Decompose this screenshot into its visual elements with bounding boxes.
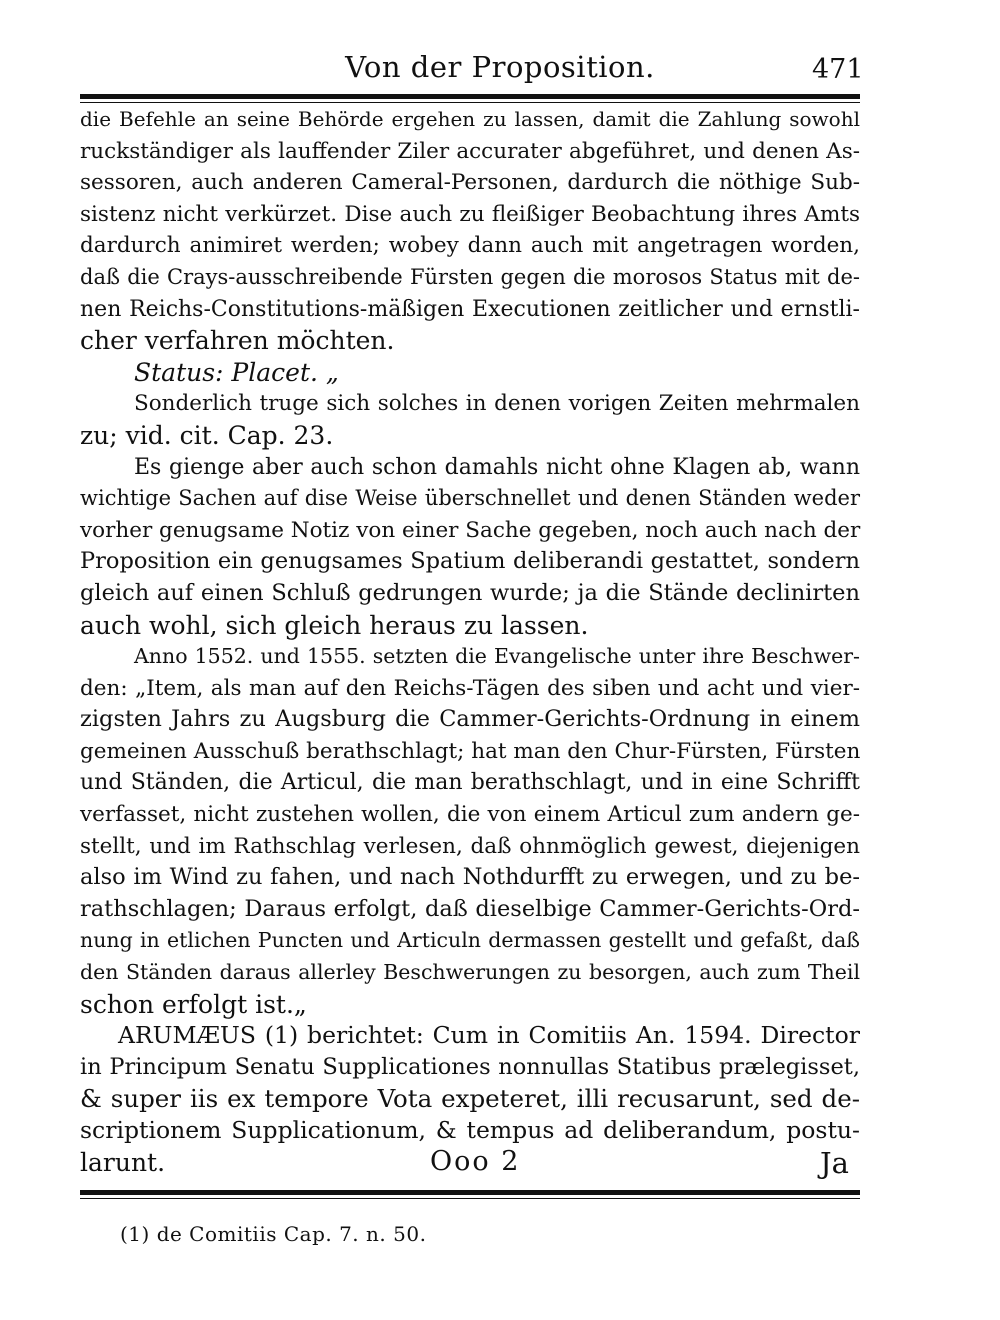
text-line: verfasset, nicht zustehen wollen, die von einem Articul zum andern ge- (80, 802, 860, 828)
text-line: also im Wind zu fahen, und nach Nothdurfft zu erwegen, und zu be- (80, 864, 860, 891)
text-line: sistenz nicht verkürzet. Dise auch zu fleißiger Beobachtung ihres Amts (80, 201, 860, 227)
paragraph-start-line: Es gienge aber auch schon damahls nicht ohne Klagen ab, wann (134, 454, 860, 480)
footer-rule-thin (80, 1198, 860, 1199)
text-line: vorher genugsame Notiz von einer Sache gegeben, noch auch nach der (80, 517, 861, 543)
page-number: 471 (812, 54, 864, 85)
text-line: rathschlagen; Daraus erfolgt, daß dieselbige Cammer-Gerichts-Ord- (80, 895, 860, 922)
text-line: cher verfahren möchten. (80, 326, 395, 356)
text-line: Proposition ein genugsames Spatium deliberandi gestattet, sondern (80, 548, 860, 575)
text-line: zu; vid. cit. Cap. 23. (80, 420, 334, 450)
text-line: in Principum Senatu Supplicationes nonnullas Statibus prælegisset, (80, 1053, 860, 1080)
text-line: nung in etlichen Puncten und Articuln dermassen gestellt und gefaßt, daß (80, 928, 860, 953)
text-line: dardurch animiret werden; wobey dann auch mit angetragen worden, (80, 233, 860, 259)
signature-mark: Ooo 2 (430, 1146, 521, 1177)
footnote: (1) de Comitiis Cap. 7. n. 50. (120, 1222, 427, 1246)
paragraph-start-line: Anno 1552. und 1555. setzten die Evangelische unter ihre Beschwer- (134, 644, 860, 669)
catchword: Ja (820, 1146, 849, 1180)
text-line: stellt, und im Rathschlag verlesen, daß ohnmöglich gewest, diejenigen (80, 833, 860, 859)
text-line: sessoren, auch anderen Cameral-Personen, dardurch die nöthige Sub- (80, 170, 860, 196)
text-line: die Befehle an seine Behörde ergehen zu lassen, damit die Zahlung sowohl (80, 107, 860, 131)
header-rule-thick (80, 94, 860, 99)
text-line: den: „Item, als man auf den Reichs-Tägen des siben und acht und vier- (80, 675, 860, 701)
paragraph-start-line: ARUMÆUS (1) berichtet: Cum in Comitiis An. 1594. Director (118, 1021, 860, 1050)
text-line: nen Reichs-Constitutions-mäßigen Executionen zeitlicher und ernstli- (80, 296, 860, 322)
text-line: & super iis ex tempore Vota expeteret, illi recusarunt, sed de- (80, 1084, 860, 1114)
body-text (80, 104, 860, 1178)
text-line: schon erfolgt ist.„ (80, 989, 307, 1019)
footer-rule-thick (80, 1190, 860, 1195)
status-line: Status: Placet. „ (134, 357, 339, 387)
text-line: wichtige Sachen auf dise Weise überschnellet und denen Ständen weder (80, 486, 860, 511)
text-line: gemeinen Ausschuß berathschlagt; hat man den Chur-Fürsten, Fürsten (80, 738, 861, 764)
text-line: scriptionem Supplicationum, & tempus ad deliberandum, postu- (80, 1116, 860, 1144)
text-line: den Ständen daraus allerley Beschwerungen zu besorgen, auch zum Theil (80, 960, 860, 985)
text-line: gleich auf einen Schluß gedrungen wurde; ja die Stände declinirten (80, 579, 860, 606)
text-line: daß die Crays-ausschreibende Fürsten gegen die morosos Status mit de- (80, 264, 860, 289)
text-line: larunt. (80, 1147, 166, 1177)
paragraph-start-line: Sonderlich truge sich solches in denen vorigen Zeiten mehrmalen (134, 391, 860, 417)
text-line: auch wohl, sich gleich heraus zu lassen. (80, 610, 589, 640)
running-title: Von der Proposition. (345, 50, 655, 84)
text-line: und Ständen, die Articul, die man berathschlagt, und in eine Schrifft (80, 770, 860, 796)
header-rule-thin (80, 102, 860, 103)
text-line: ruckständiger als lauffender Ziler accurater abgeführet, und denen As- (80, 138, 860, 164)
text-line: zigsten Jahrs zu Augsburg die Cammer-Gerichts-Ordnung in einem (80, 706, 860, 733)
